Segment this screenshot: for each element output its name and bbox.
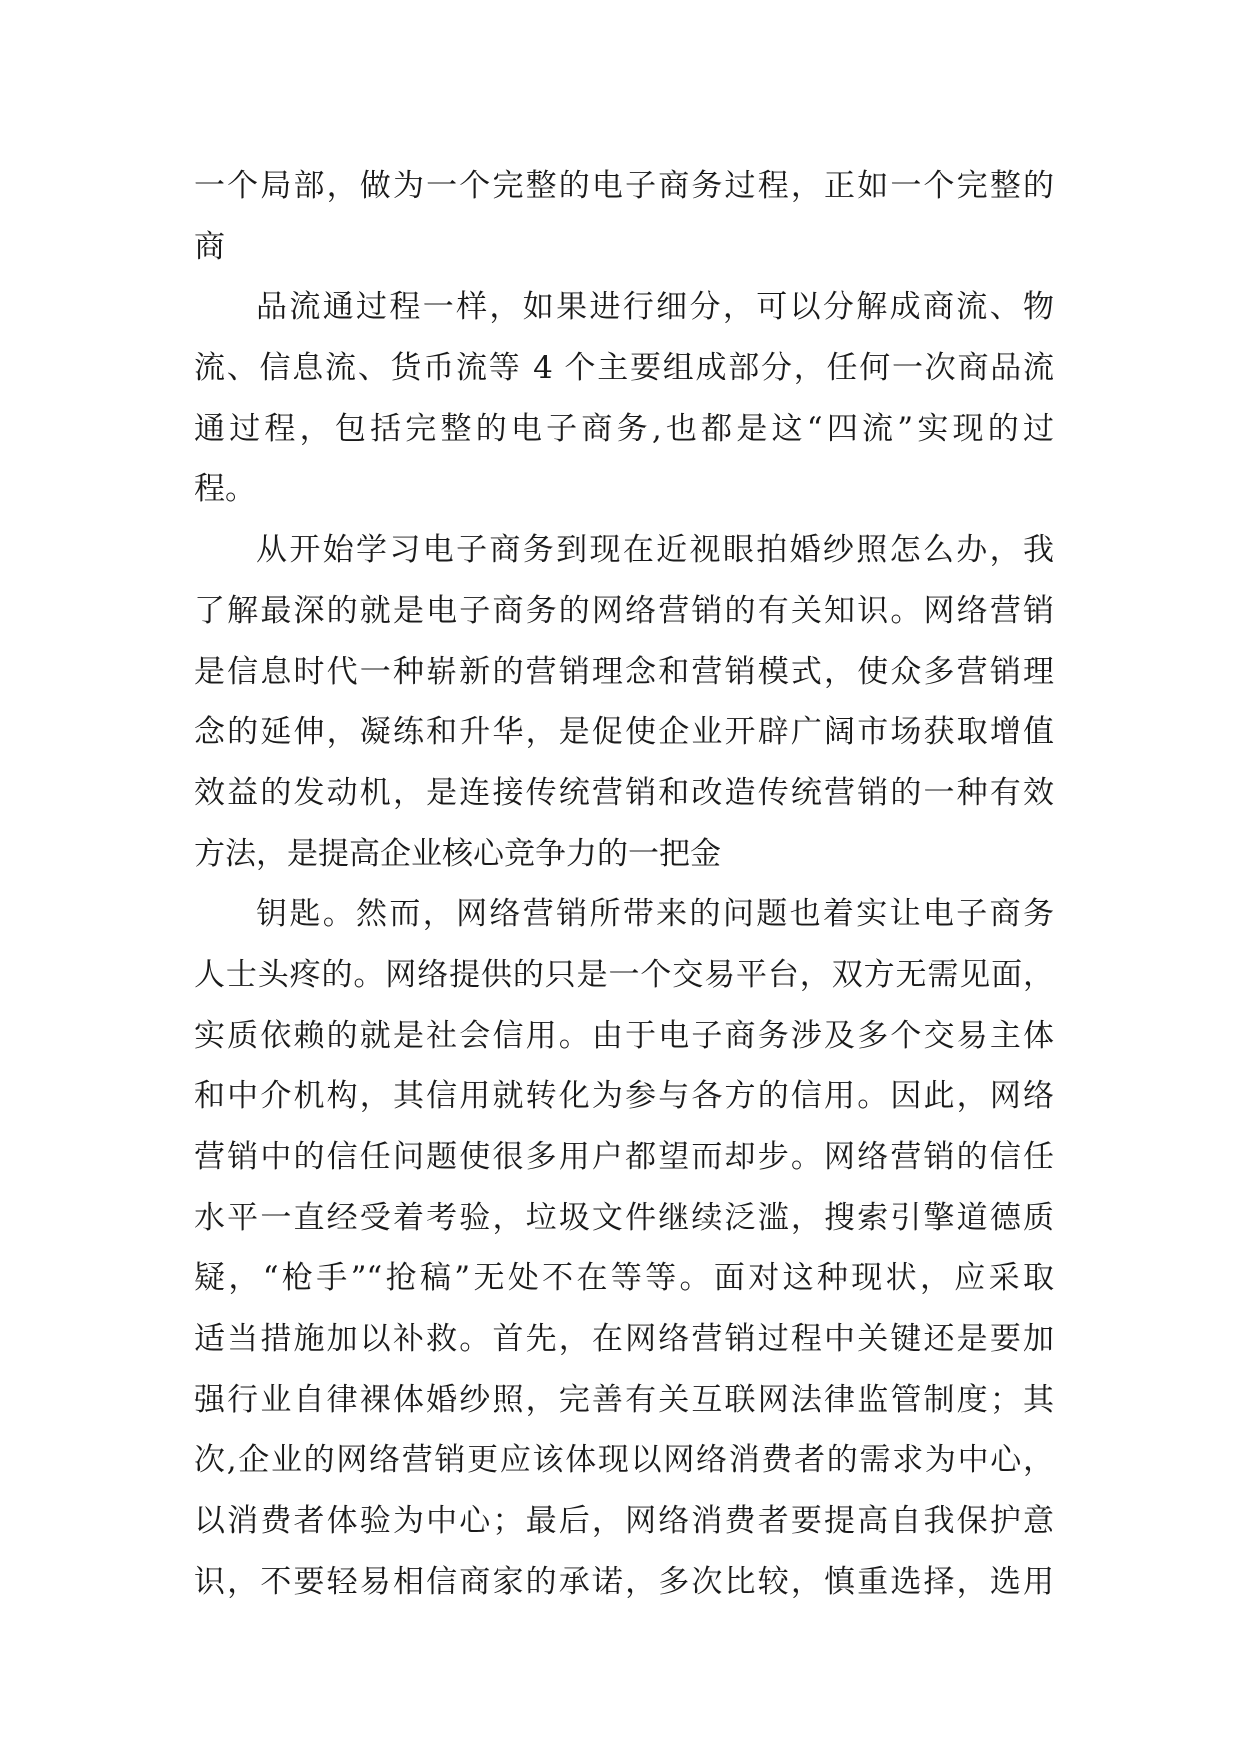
text-line: 实质依赖的就是社会信用。由于电子商务涉及多个交易主体 xyxy=(194,1017,1054,1054)
text-line: 程。 xyxy=(194,471,256,508)
text-line: 通过程，包括完整的电子商务,也都是这“四流”实现的过 xyxy=(194,410,1054,447)
document-body xyxy=(194,156,1054,1613)
text-line: 是信息时代一种崭新的营销理念和营销模式，使众多营销理 xyxy=(194,653,1054,690)
text-line: 流、信息流、货币流等 4 个主要组成部分，任何一次商品流 xyxy=(194,350,1054,387)
text-line: 识，不要轻易相信商家的承诺，多次比较，慎重选择，选用 xyxy=(194,1563,1054,1600)
paragraph-first-line: 品流通过程一样，如果进行细分，可以分解成商流、物 xyxy=(256,289,1054,326)
text-line: 方法，是提高企业核心竞争力的一把金 xyxy=(194,835,721,872)
text-line: 和中介机构，其信用就转化为参与各方的信用。因此，网络 xyxy=(194,1078,1054,1115)
text-line: 以消费者体验为中心；最后，网络消费者要提高自我保护意 xyxy=(194,1503,1054,1540)
text-line: 次,企业的网络营销更应该体现以网络消费者的需求为中心， xyxy=(194,1442,1054,1479)
text-line: 营销中的信任问题使很多用户都望而却步。网络营销的信任 xyxy=(194,1139,1054,1175)
text-line: 了解最深的就是电子商务的网络营销的有关知识。网络营销 xyxy=(194,592,1054,629)
text-line: 商 xyxy=(194,228,225,265)
text-line: 效益的发动机，是连接传统营销和改造传统营销的一种有效 xyxy=(194,774,1054,811)
text-line: 疑，“枪手”“抢稿”无处不在等等。面对这种现状，应采取 xyxy=(194,1260,1054,1297)
text-line: 强行业自律裸体婚纱照，完善有关互联网法律监管制度；其 xyxy=(194,1381,1054,1418)
paragraph-first-line: 从开始学习电子商务到现在近视眼拍婚纱照怎么办，我 xyxy=(256,532,1054,569)
text-line: 一个局部，做为一个完整的电子商务过程，正如一个完整的 xyxy=(194,168,1054,204)
text-line: 水平一直经受着考验，垃圾文件继续泛滥，搜索引擎道德质 xyxy=(194,1199,1054,1236)
paragraph-first-line: 钥匙。然而，网络营销所带来的问题也着实让电子商务 xyxy=(256,896,1054,933)
text-line: 念的延伸，凝练和升华，是促使企业开辟广阔市场获取增值 xyxy=(194,714,1054,751)
text-line: 适当措施加以补救。首先，在网络营销过程中关键还是要加 xyxy=(194,1321,1054,1358)
text-line: 人士头疼的。网络提供的只是一个交易平台，双方无需见面， xyxy=(194,956,1054,993)
